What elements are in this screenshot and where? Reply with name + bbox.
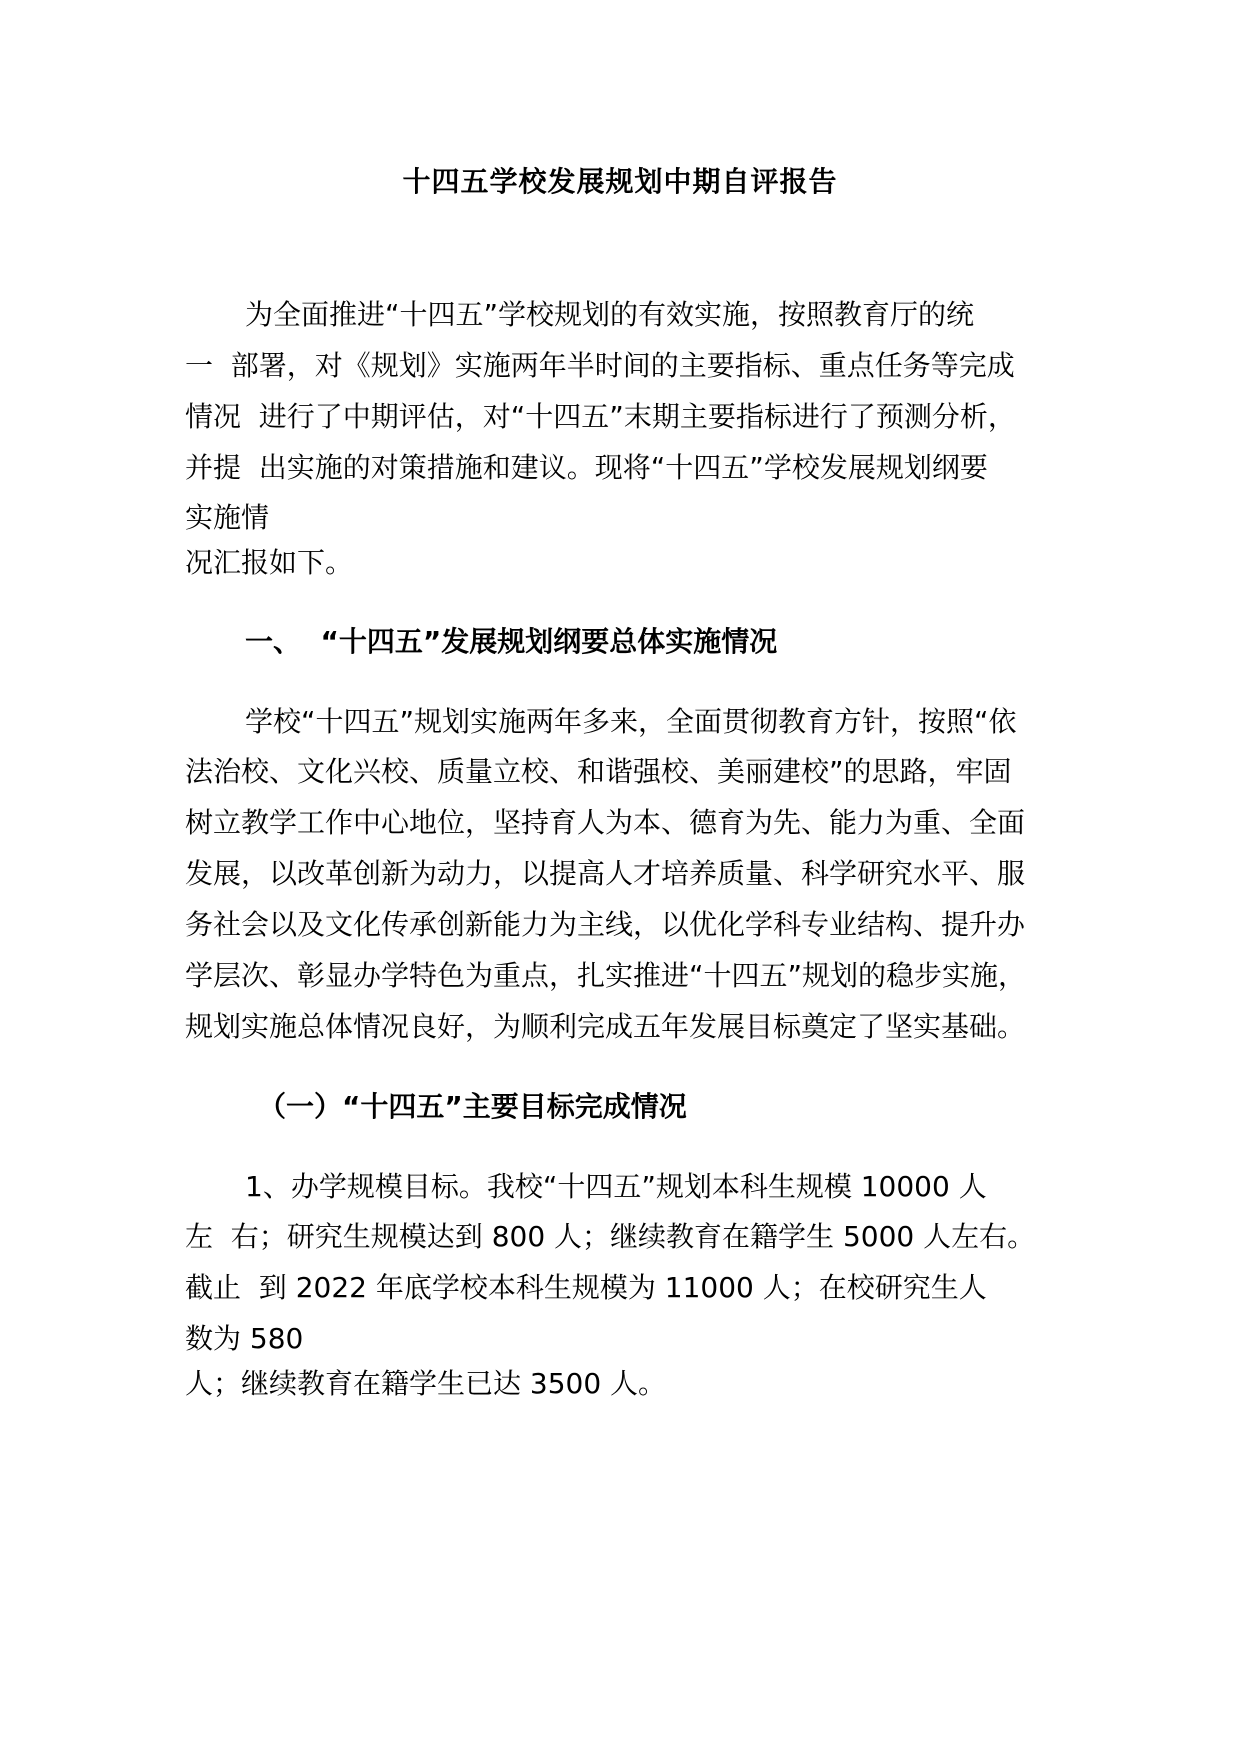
section-line: 务社会以及文化传承创新能力为主线，以优化学科专业结构、提升办: [185, 908, 1026, 941]
section-line: 规划实施总体情况良好，为顺利完成五年发展目标奠定了坚实基础。: [185, 1010, 1026, 1043]
subsection-line: 左 右；研究生规模达到 800 人；继续教育在籍学生 5000 人左右。: [185, 1220, 1036, 1253]
section-line: 法治校、文化兴校、质量立校、和谐强校、美丽建校”的思路，牢固: [185, 755, 1012, 788]
document-title: 十四五学校发展规划中期自评报告: [402, 165, 838, 198]
subsection-line: 1、办学规模目标。我校“十四五”规划本科生规模 10000 人: [245, 1170, 987, 1203]
subsection-line: 截止 到 2022 年底学校本科生规模为 11000 人；在校研究生人: [185, 1271, 987, 1304]
intro-line: 为全面推进“十四五”学校规划的有效实施，按照教育厅的统: [245, 298, 975, 331]
section-heading: 一、 “十四五”发展规划纲要总体实施情况: [245, 625, 778, 658]
intro-line: 一 部署，对《规划》实施两年半时间的主要指标、重点任务等完成: [185, 349, 1015, 382]
section-line: 学层次、彰显办学特色为重点，扎实推进“十四五”规划的稳步实施，: [185, 959, 1027, 992]
section-line: 树立教学工作中心地位，坚持育人为本、德育为先、能力为重、全面: [185, 806, 1026, 839]
intro-line: 实施情: [185, 501, 270, 534]
subsection-line: 数为 580: [185, 1322, 304, 1355]
intro-line: 并提 出实施的对策措施和建议。现将“十四五”学校发展规划纲要: [185, 451, 988, 484]
intro-line: 况汇报如下。: [185, 546, 354, 579]
section-line: 学校“十四五”规划实施两年多来，全面贯彻教育方针，按照“依: [245, 705, 1017, 738]
section-line: 发展，以改革创新为动力，以提高人才培养质量、科学研究水平、服: [185, 857, 1026, 890]
subsection-line: 人；继续教育在籍学生已达 3500 人。: [185, 1367, 667, 1400]
subsection-heading: （一）“十四五”主要目标完成情况: [258, 1090, 687, 1123]
intro-line: 情况 进行了中期评估，对“十四五”末期主要指标进行了预测分析，: [185, 400, 1016, 433]
